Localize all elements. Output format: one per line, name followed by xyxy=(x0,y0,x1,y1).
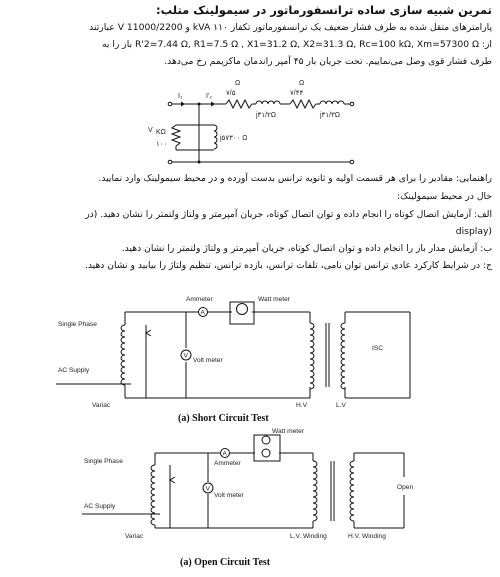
hv-label: H.V xyxy=(296,402,307,409)
short-circuit-test-diagram xyxy=(0,290,500,425)
guide-line-3: الف: آزمایش اتصال کوتاه را انجام داده و توان اتصال کوتاه، جریان آمپرمتر و ولتاژ ولتمتر را نشان دهید. (در xyxy=(85,209,492,220)
guide-line-2: حال در محیط سیمولینک: xyxy=(397,191,492,202)
lv-label: L.V xyxy=(336,402,346,409)
oc-wattmeter-label: Watt meter xyxy=(272,428,304,435)
short-circuit-caption: (a) Short Circuit Test xyxy=(178,413,269,424)
variac-label: Variac xyxy=(92,402,111,409)
isc-label: ISC xyxy=(372,345,383,352)
ac-supply-label: AC Supply xyxy=(58,367,90,374)
equivalent-circuit-diagram xyxy=(0,70,500,170)
guide-line-5: ب: آزمایش مدار باز را انجام داده و توان اتصال کوتاه، جریان آمپرمتر و ولتاژ ولتمتر را نشان دهید. xyxy=(121,243,492,254)
oc-ammeter-symbol: A xyxy=(222,450,227,458)
guide-line-6: ج: در شرایط کارکرد عادی ترانس توان نامی، تلفات ترانس، بازده ترانس، تنظیم ولتاژ را بیابید و نشان دهید. xyxy=(84,260,492,271)
label-r2-ohm: Ω xyxy=(299,80,305,87)
label-kohm: KΩ xyxy=(156,129,166,136)
intro-line-1: پارامترهای متقل شده به طرف فشار ضعیف یک ترانسفورماتور تکفاز ۱۱۰ kVA و 11000/2200 V عبارتند xyxy=(89,22,492,33)
oc-voltmeter-symbol: V xyxy=(205,485,210,493)
wattmeter-label: Watt meter xyxy=(258,296,290,303)
oc-ac-supply-label: AC Supply xyxy=(84,503,116,510)
label-r1-ohm: Ω xyxy=(235,80,241,87)
oc-variac-label: Variac xyxy=(125,533,144,540)
open-circuit-test-diagram xyxy=(0,425,500,577)
label-v: V xyxy=(148,127,153,134)
label-xm: j۵۷۳۰۰ Ω xyxy=(220,135,248,142)
label-i1: I₁ xyxy=(178,93,183,100)
page-title: تمرین شبیه سازی ساده ترانسفورماتور در سیمولینک متلب: xyxy=(156,3,492,17)
voltmeter-symbol: V xyxy=(183,352,188,360)
oc-single-phase-label: Single Phase xyxy=(84,458,123,465)
label-rc: ۱۰۰ xyxy=(156,141,168,148)
guide-line-4: display) xyxy=(455,226,492,237)
ammeter-label: Ammeter xyxy=(186,296,213,303)
oc-open-label: Open xyxy=(397,484,414,491)
label-r2: ۷/۴۴ xyxy=(290,90,304,97)
label-x1: j۳۱/۲Ω xyxy=(256,112,277,119)
ammeter-symbol: A xyxy=(200,309,205,317)
oc-voltmeter-label: Volt meter xyxy=(214,492,244,499)
oc-ammeter-label: Ammeter xyxy=(214,460,241,467)
single-phase-label: Single Phase xyxy=(58,321,97,328)
label-i2: I'₂ xyxy=(206,93,212,100)
label-r1: ۷/۵ xyxy=(226,90,236,97)
oc-lv-winding-label: L.V. Winding xyxy=(290,533,327,540)
label-x2: j۳۱/۳Ω xyxy=(320,112,341,119)
voltmeter-label: Volt meter xyxy=(193,357,223,364)
intro-line-3: طرف فشار قوی وصل می‌نماییم. تحت جریان بار ۴۵ آمپر راندمان ماکزیمم رخ می‌دهد. xyxy=(164,56,492,67)
open-circuit-caption: (a) Open Circuit Test xyxy=(180,557,271,568)
intro-line-2: از: R'2=7.44 Ω, R1=7.5 Ω , X1=31.2 Ω, X2=31.3 Ω, Rc=100 kΩ, Xm=57300 Ω بار را به xyxy=(101,39,492,50)
guide-line-1: راهنمایی: مقادیر را برای هر قسمت اولیه و ثانویه ترانس بدست آورده و در محیط سیمولینک وارد نمایید. xyxy=(98,173,492,184)
oc-hv-winding-label: H.V. Winding xyxy=(348,533,386,540)
